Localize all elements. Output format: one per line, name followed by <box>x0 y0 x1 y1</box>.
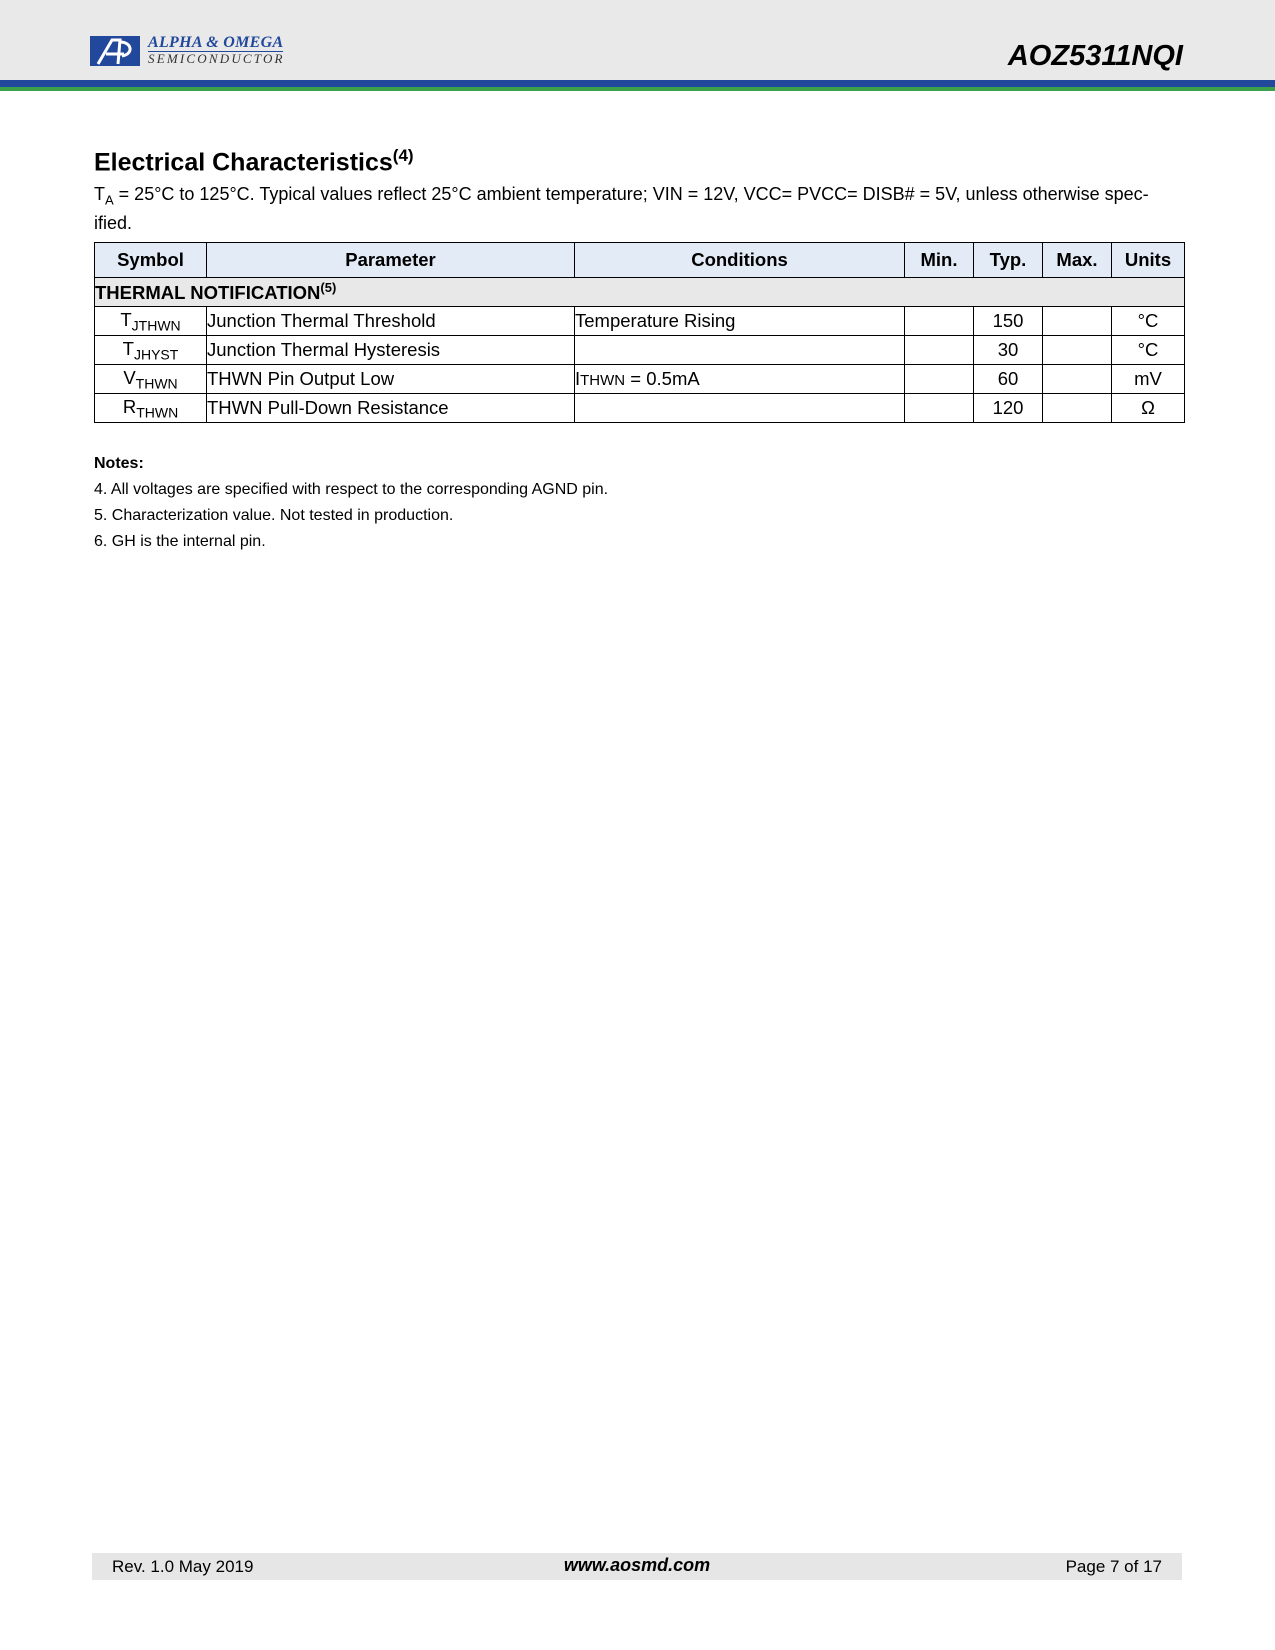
cell-symbol <box>95 307 207 336</box>
notes-section <box>94 455 608 558</box>
cell-typ: 150 <box>974 307 1043 336</box>
logo-company-name: ALPHA & OMEGA <box>148 34 284 51</box>
title-text: Electrical Characteristics <box>94 148 393 177</box>
footer-website-link[interactable]: www.aosmd.com <box>563 1555 711 1575</box>
header-stripe-green <box>0 87 1275 91</box>
header-units: Units <box>1112 243 1185 278</box>
cell-conditions <box>575 365 905 394</box>
cell-units: °C <box>1112 307 1185 336</box>
cell-conditions <box>575 336 905 365</box>
table-row <box>95 307 1185 336</box>
symbol-main: R <box>122 395 137 417</box>
symbol-sub: JHYST <box>133 346 179 363</box>
cell-min <box>905 394 974 423</box>
cell-min <box>905 365 974 394</box>
symbol-main: T <box>120 308 132 330</box>
footer-revision: Rev. 1.0 May 2019 <box>112 1557 254 1576</box>
condition-symbol-sub: THWN <box>580 372 626 389</box>
title-note-ref: (4) <box>392 146 414 165</box>
header-stripe-blue <box>0 80 1275 87</box>
cell-max <box>1043 365 1112 394</box>
cell-parameter: THWN Pin Output Low <box>207 365 575 394</box>
header-parameter: Parameter <box>207 243 575 278</box>
symbol-main: T <box>122 337 134 359</box>
table-header-row <box>95 243 1185 278</box>
page-footer <box>92 1553 1182 1580</box>
cell-min <box>905 336 974 365</box>
note-item: 6. GH is the internal pin. <box>94 533 266 550</box>
condition-value: = 0.5mA <box>625 368 700 389</box>
symbol-sub: THWN <box>136 404 179 421</box>
group-note-ref: (5) <box>320 279 337 295</box>
note-item: 4. All voltages are specified with respect to the corresponding AGND pin. <box>94 481 609 498</box>
symbol-main: V <box>123 366 136 388</box>
condition-symbol: I <box>575 368 581 389</box>
cell-parameter: Junction Thermal Hysteresis <box>207 336 575 365</box>
group-label-text: THERMAL NOTIFICATION <box>95 282 321 304</box>
cell-typ: 30 <box>974 336 1043 365</box>
symbol-sub: THWN <box>135 375 178 392</box>
cell-parameter: Junction Thermal Threshold <box>207 307 575 336</box>
cell-symbol <box>95 336 207 365</box>
cell-conditions <box>575 394 905 423</box>
footer-page-number: Page 7 of 17 <box>1065 1557 1162 1576</box>
cell-units: °C <box>1112 336 1185 365</box>
cell-units: mV <box>1112 365 1185 394</box>
cell-symbol <box>95 394 207 423</box>
header-max: Max. <box>1043 243 1112 278</box>
cell-typ: 120 <box>974 394 1043 423</box>
cell-units: Ω <box>1112 394 1185 423</box>
cell-typ: 60 <box>974 365 1043 394</box>
cell-symbol <box>95 365 207 394</box>
logo-company-sub: SEMICONDUCTOR <box>148 51 285 66</box>
header-typ: Typ. <box>974 243 1043 278</box>
notes-title: Notes: <box>94 455 144 472</box>
subtitle-symbol-sub: A <box>105 192 114 208</box>
conditions-statement <box>94 183 1186 235</box>
header-symbol: Symbol <box>95 243 207 278</box>
part-number: AOZ5311NQI <box>1007 40 1183 72</box>
group-label <box>95 278 1185 307</box>
cell-conditions: Temperature Rising <box>575 307 905 336</box>
table-row <box>95 394 1185 423</box>
cell-max <box>1043 394 1112 423</box>
page-title <box>94 146 414 177</box>
note-item: 5. Characterization value. Not tested in production. <box>94 507 454 524</box>
cell-parameter: THWN Pull-Down Resistance <box>207 394 575 423</box>
table-group-row <box>95 278 1185 307</box>
subtitle-text: = 25°C to 125°C. Typical values reflect 25°C ambient temperature; VIN = 12V, VCC= PVCC= DISB# = 5V, unless otherwise spec-ified. <box>94 184 1149 233</box>
cell-max <box>1043 307 1112 336</box>
company-logo <box>90 34 305 70</box>
cell-min <box>905 307 974 336</box>
header-min: Min. <box>905 243 974 278</box>
cell-max <box>1043 336 1112 365</box>
aos-logo-icon <box>90 34 142 68</box>
header-conditions: Conditions <box>575 243 905 278</box>
table-row <box>95 365 1185 394</box>
electrical-characteristics-table <box>94 242 1185 423</box>
symbol-sub: JTHWN <box>131 317 181 334</box>
subtitle-symbol: T <box>94 184 105 204</box>
table-row <box>95 336 1185 365</box>
